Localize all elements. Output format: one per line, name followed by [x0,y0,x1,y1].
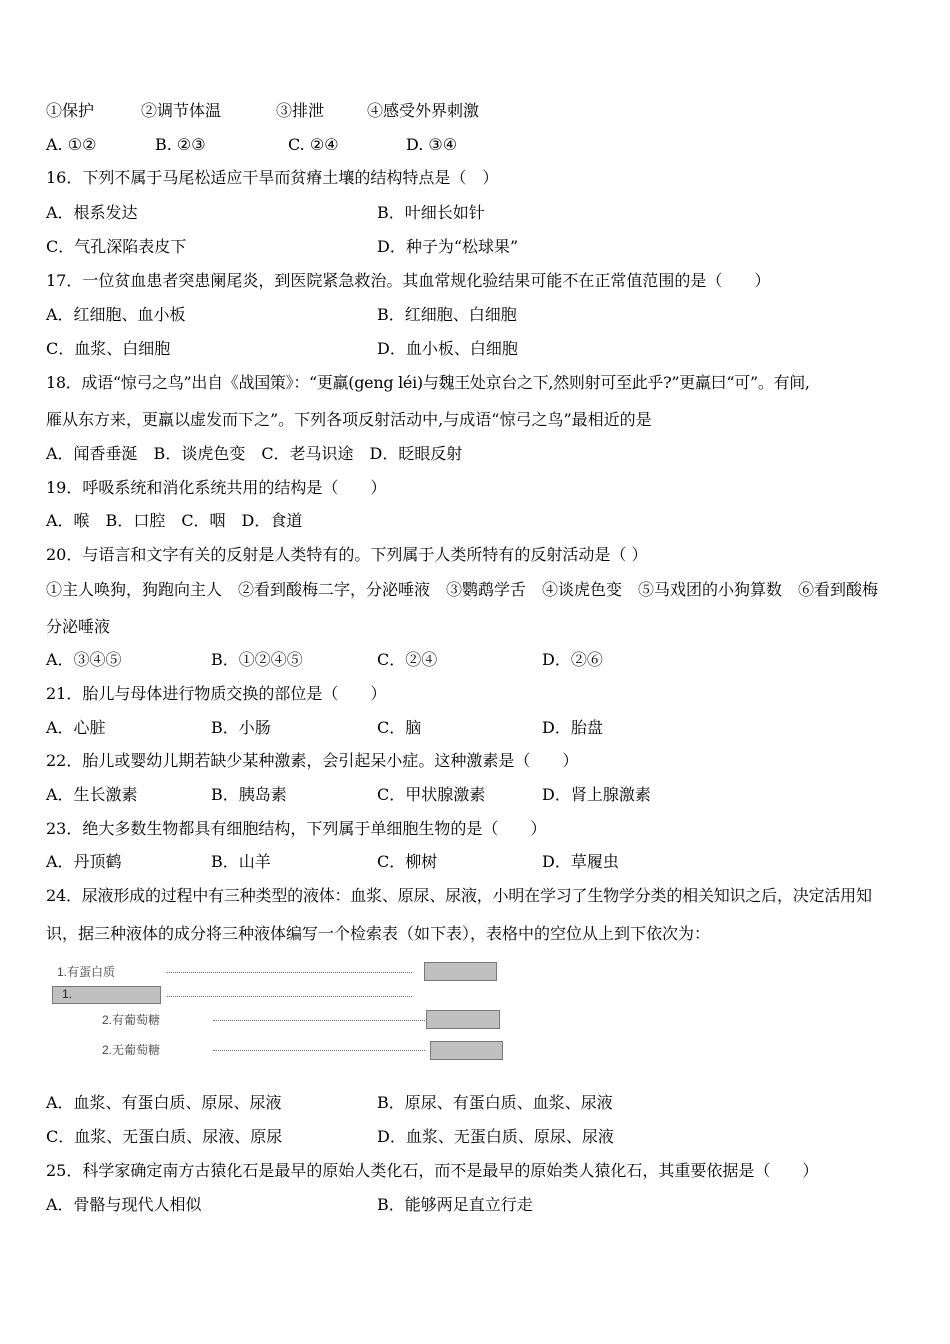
option-a: A．红细胞、血小板 [46,305,186,324]
option-d: D．血小板、白细胞 [377,339,518,358]
option-a: A．丹顶鹤 [46,852,122,871]
q20-stem: 20．与语言和文字有关的反射是人类特有的。下列属于人类所特有的反射活动是（ ） [46,545,648,564]
item: ④感受外界刺激 [367,101,480,120]
q24-stem: 24．尿液形成的过程中有三种类型的液体：血浆、原尿、尿液，小明在学习了生物学分类的相关知识之后，决定活用知 [46,886,872,905]
leader-dots [167,972,412,973]
option-c: C．甲状腺激素 [377,785,486,804]
option-c: C．血浆、无蛋白质、尿液、原尿 [46,1127,283,1146]
option-b: B．叶细长如针 [377,203,485,222]
option-b: B．能够两足直立行走 [377,1195,533,1214]
q20-items-cont: 分泌唾液 [46,617,111,636]
option-c: C．气孔深陷表皮下 [46,237,187,256]
option-a: A．生长激素 [46,785,138,804]
blank-box [430,1041,503,1060]
option-d: D．血浆、无蛋白质、原尿、尿液 [377,1127,614,1146]
option-b: B．山羊 [211,852,271,871]
option-a: A．骨骼与现代人相似 [46,1195,202,1214]
option-c: C．柳树 [377,852,438,871]
item: ②调节体温 [141,101,222,120]
item: ③排泄 [276,101,325,120]
option-b: B．胰岛素 [211,785,287,804]
option-a: A．心脏 [46,718,106,737]
option-d: D．②⑥ [542,650,603,669]
option-d: D．胎盘 [542,718,603,737]
option-b: B．红细胞、白细胞 [377,305,517,324]
key-row-3: 2.有葡萄糖 [102,1013,161,1027]
key-row-1: 1.有蛋白质 [57,965,116,979]
key-row-2: 1. [62,987,73,1001]
q16-stem: 16．下列不属于马尾松适应干旱而贫瘠土壤的结构特点是（ ） [46,168,499,187]
q18-stem-cont: 雁从东方来，更羸以虚发而下之”。下列各项反射活动中,与成语“惊弓之鸟”最相近的是 [46,410,652,429]
blank-box [424,962,497,981]
q19-stem: 19．呼吸系统和消化系统共用的结构是（ ） [46,478,387,497]
item: ①保护 [46,101,95,120]
q21-stem: 21．胎儿与母体进行物质交换的部位是（ ） [46,684,387,703]
q18-stem: 18．成语“惊弓之鸟”出自《战国策》：“更羸(geng léi)与魏王处京台之下,然则射可至此乎?”更羸曰“可”。有间, [46,373,810,392]
option-b: B．原尿、有蛋白质、血浆、尿液 [377,1093,613,1112]
option-d: D．肾上腺激素 [542,785,651,804]
q23-stem: 23．绝大多数生物都具有细胞结构，下列属于单细胞生物的是（ ） [46,819,547,838]
option-c: C．②④ [377,650,438,669]
leader-dots [213,1020,425,1021]
q17-stem: 17．一位贫血患者突患阑尾炎，到医院紧急救治。其血常规化验结果可能不在正常值范围的是（ ） [46,271,771,290]
option-c: C．脑 [377,718,422,737]
q22-stem: 22．胎儿或婴幼儿期若缺少某种激素，会引起呆小症。这种激素是（ ） [46,751,579,770]
q18-options: A．闻香垂涎 B．谈虎色变 C．老马识途 D．眨眼反射 [46,444,463,463]
blank-box [426,1010,500,1029]
option-d: D. ③④ [406,135,458,154]
option-b: B．小肠 [211,718,271,737]
option-c: C．血浆、白细胞 [46,339,171,358]
key-row-4: 2.无葡萄糖 [102,1043,161,1057]
option-a: A．血浆、有蛋白质、原尿、尿液 [46,1093,282,1112]
option-a: A．根系发达 [46,203,138,222]
q24-stem-cont: 识，据三种液体的成分将三种液体编写一个检索表（如下表），表格中的空位从上到下依次为： [46,924,711,943]
leader-dots [167,996,412,997]
leader-dots [213,1050,425,1051]
option-b: B．①②④⑤ [211,650,303,669]
option-c: C. ②④ [288,135,339,154]
option-a: A．③④⑤ [46,650,122,669]
option-d: D．草履虫 [542,852,619,871]
option-b: B. ②③ [155,135,206,154]
q19-options: A．喉 B．口腔 C．咽 D．食道 [46,511,303,530]
option-a: A. ①② [46,135,97,154]
q25-stem: 25．科学家确定南方古猿化石是最早的原始人类化石，而不是最早的原始类人猿化石，其重要依据是（ ） [46,1161,819,1180]
q20-items: ①主人唤狗，狗跑向主人 ②看到酸梅二字，分泌唾液 ③鹦鹉学舌 ④谈虎色变 ⑤马戏团的小狗算数 ⑥看到酸梅 [46,580,879,599]
option-d: D．种子为“松球果” [377,237,519,256]
